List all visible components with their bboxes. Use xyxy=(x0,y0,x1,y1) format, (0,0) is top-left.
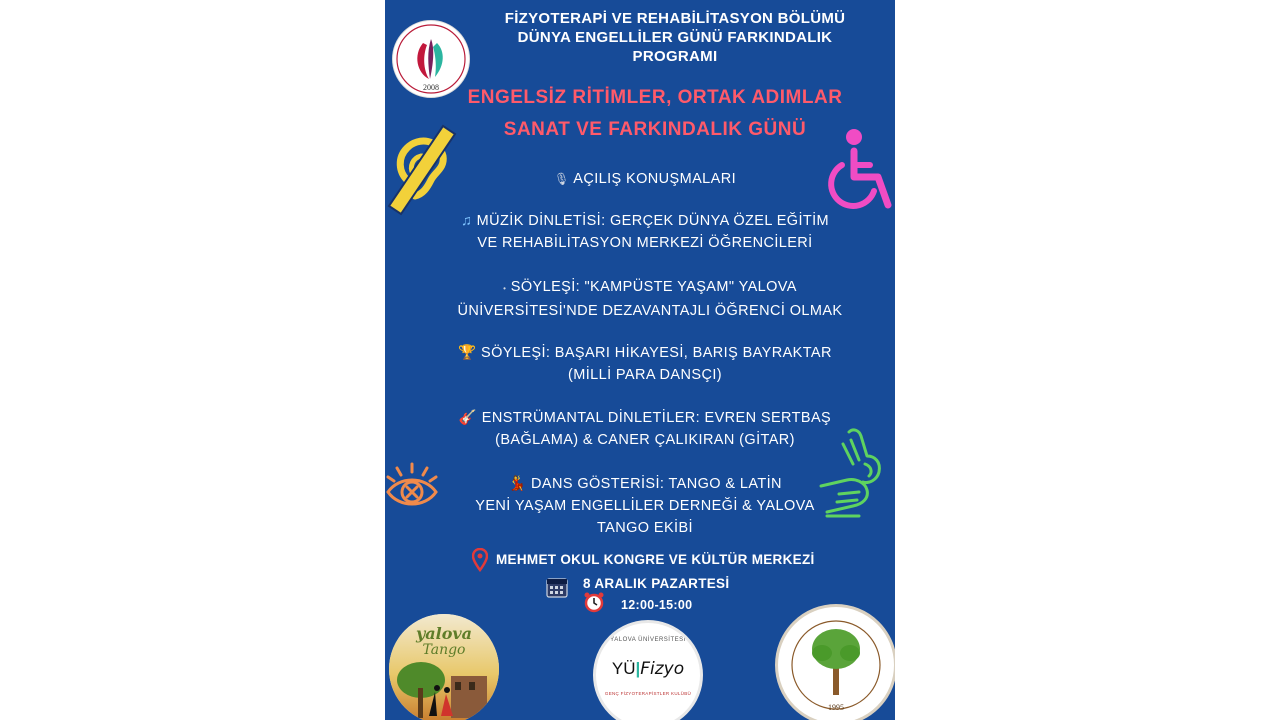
yu-fizyo-logo xyxy=(593,620,703,720)
event-date: 8 ARALIK PAZARTESİ xyxy=(583,576,730,591)
fizyo-logo-bottom-text: GENÇ FİZYOTERAPİSTLER KULÜBÜ xyxy=(604,691,692,696)
program-item-3-line-2: ÜNİVERSİTESİ'NDE DEZAVANTAJLI ÖĞRENCİ OLMAK xyxy=(457,303,843,319)
yalova-tango-logo xyxy=(389,614,499,720)
program-item-6-line-1: DANS GÖSTERİSİ: TANGO & LATİN xyxy=(531,476,782,492)
fizyo-logo-main-2: Fizyo xyxy=(640,659,685,679)
dancer-icon: 💃 xyxy=(508,476,527,492)
program-item-2-line-2: VE REHABİLİTASYON MERKEZİ ÖĞRENCİLERİ xyxy=(477,235,813,251)
fizyo-logo-top-text: YALOVA ÜNİVERSİTESİ xyxy=(610,637,686,643)
dot-icon: • xyxy=(503,284,507,293)
university-year: 2008 xyxy=(423,83,439,92)
program-item-3 xyxy=(415,276,885,322)
program-item-4-line-2: (MİLLİ PARA DANSÇI) xyxy=(568,367,722,383)
location-pin-icon xyxy=(472,548,488,572)
subtitle-line-1: ENGELSİZ RİTİMLER, ORTAK ADIMLAR xyxy=(467,87,843,108)
tango-logo-text-1: yalova xyxy=(415,624,473,643)
fizyo-logo-main: YÜ|Fizyo xyxy=(611,659,685,679)
program-item-4-line-1: SÖYLEŞİ: BAŞARI HİKAYESİ, BARIŞ BAYRAKTAR xyxy=(481,345,832,361)
trophy-icon: 🏆 xyxy=(458,345,477,361)
program-item-4 xyxy=(415,342,875,386)
event-time: 12:00-15:00 xyxy=(621,598,693,612)
microphone-icon: 🎙 xyxy=(554,172,570,186)
tango-logo-text-2: Tango xyxy=(422,642,466,658)
calendar-icon xyxy=(545,575,569,599)
dernek-logo-year: 1995 xyxy=(828,703,844,712)
program-item-3-line-1: SÖYLEŞİ: "KAMPÜSTE YAŞAM" YALOVA xyxy=(510,279,797,295)
program-item-6-line-2: YENİ YAŞAM ENGELLİLER DERNEĞİ & YALOVA xyxy=(475,498,815,514)
title-line-2: DÜNYA ENGELLİLER GÜNÜ FARKINDALIK xyxy=(517,29,833,46)
guitar-icon: 🎸 xyxy=(458,410,478,426)
event-location: MEHMET OKUL KONGRE VE KÜLTÜR MERKEZİ xyxy=(496,552,815,567)
program-item-2-line-1: MÜZİK DİNLETİSİ: GERÇEK DÜNYA ÖZEL EĞİTİM xyxy=(476,213,830,229)
program-item-1-line-1: AÇILIŞ KONUŞMALARI xyxy=(573,171,736,187)
title-line-3: PROGRAMI xyxy=(632,48,718,65)
dancing-couple-icon xyxy=(389,658,499,720)
page-title xyxy=(465,9,885,66)
title-line-1: FİZYOTERAPİ VE REHABİLİTASYON BÖLÜMÜ xyxy=(504,10,846,27)
program-item-6 xyxy=(415,473,875,539)
program-item-6-line-3: TANGO EKİBİ xyxy=(597,520,693,536)
program-item-5-line-2: (BAĞLAMA) & CANER ÇALIKIRAN (GİTAR) xyxy=(495,432,795,448)
program-item-2 xyxy=(415,210,875,254)
event-poster xyxy=(385,0,895,720)
program-item-5-line-1: ENSTRÜMANTAL DİNLETİLER: EVREN SERTBAŞ xyxy=(481,410,832,426)
fizyo-logo-main-1: YÜ xyxy=(611,659,636,678)
subtitle-line-2: SANAT VE FARKINDALIK GÜNÜ xyxy=(503,119,807,140)
sign-language-hands-icon xyxy=(819,426,895,522)
program-item-1 xyxy=(415,168,875,190)
engelliler-dernegi-logo xyxy=(775,604,895,720)
music-note-icon: ♫ xyxy=(460,213,473,229)
program-item-5 xyxy=(415,407,875,451)
visually-impaired-eye-icon xyxy=(385,460,439,520)
alarm-clock-icon xyxy=(583,591,605,613)
